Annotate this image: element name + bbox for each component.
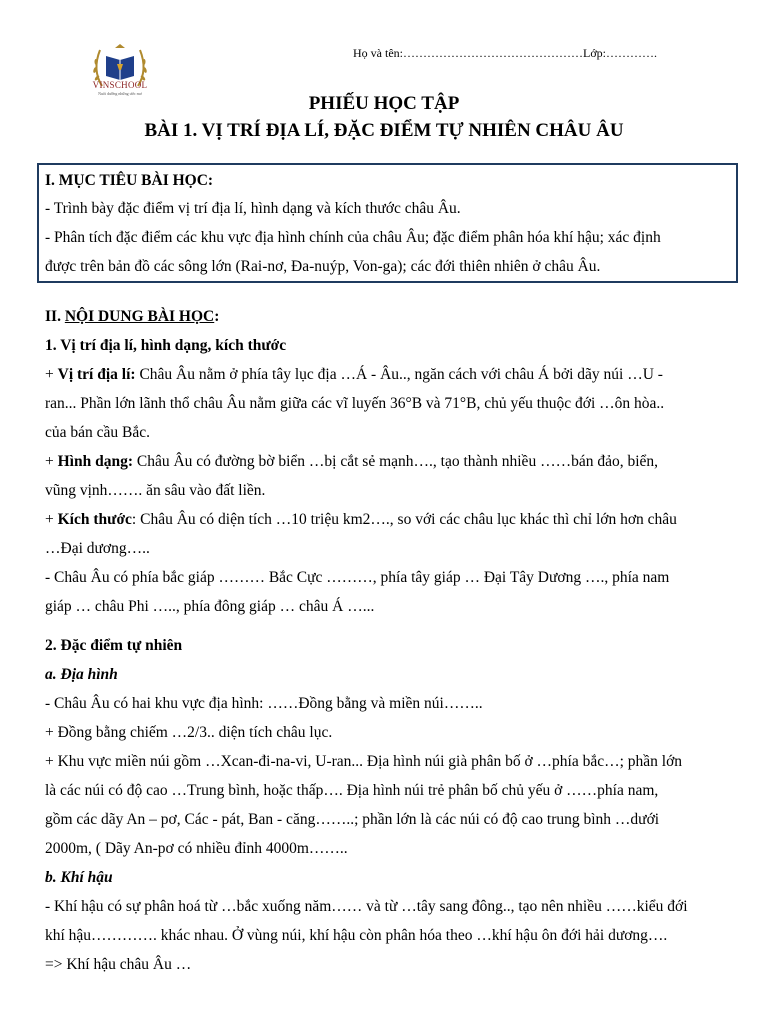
hinhdang-line-2: vũng vịnh……. ăn sâu vào đất liền. [45, 482, 266, 499]
kichthuoc-text-1: : Châu Âu có diện tích …10 triệu km2…., so với các châu lục khác thì chỉ lớn hơn châu [131, 511, 677, 528]
section-2-heading-title: NỘI DUNG BÀI HỌC [64, 308, 215, 325]
vitri-label: Vị trí địa lí: [57, 366, 136, 383]
subsection-1-heading: 1. Vị trí địa lí, hình dạng, kích thước [45, 337, 287, 354]
khi-hau-line-1: - Khí hậu có sự phân hoá từ …bắc xuống năm…… và từ …tây sang đông.., tạo nên nhiều ……kiểu đới [45, 898, 688, 915]
objective-item-1: - Trình bày đặc điểm vị trí địa lí, hình dạng và kích thước châu Âu. [45, 200, 461, 217]
kichthuoc-line-2: …Đại dương….. [45, 540, 150, 557]
worksheet-title: PHIẾU HỌC TẬP [308, 93, 460, 114]
dia-hinh-heading: a. Địa hình [45, 666, 118, 683]
dia-hinh-line-2: + Đồng bằng chiếm …2/3.. diện tích châu lục. [45, 724, 333, 741]
section-2-heading-prefix: II. [45, 308, 65, 325]
student-name-class-line: Họ và tên:………………………………………Lớp:…………. [353, 46, 657, 60]
objective-item-2-line-2: được trên bản đồ các sông lớn (Rai-nơ, Đa-nuýp, Von-ga); các đới thiên nhiên ở châu Âu. [45, 258, 601, 275]
dia-hinh-line-4: là các núi có độ cao …Trung bình, hoặc thấp…. Địa hình núi trẻ phân bố chủ yếu ở ……phía nam, [45, 782, 659, 799]
giap-line-1: - Châu Âu có phía bắc giáp ……… Bắc Cực ………, phía tây giáp … Đại Tây Dương …., phía nam [45, 569, 670, 586]
vitri-line-2: ran... Phần lớn lãnh thổ châu Âu nằm giữa các vĩ luyến 36°B và 71°B, chủ yếu thuộc đới …ôn hòa.. [45, 395, 665, 412]
objectives-heading: I. MỤC TIÊU BÀI HỌC: [45, 172, 214, 189]
hinhdang-label: Hình dạng: [57, 453, 134, 470]
khi-hau-heading: b. Khí hậu [45, 869, 113, 886]
section-2-heading-suffix: : [214, 308, 220, 325]
vitri-text-1: Châu Âu nằm ở phía tây lục địa …Á - Âu.., ngăn cách với châu Á bởi dãy núi …U - [135, 366, 663, 383]
vitri-line-1: + Vị trí địa lí: Châu Âu nằm ở phía tây lục địa …Á - Âu.., ngăn cách với châu Á bởi dãy núi …U - [45, 366, 663, 383]
vitri-line-3: của bán cầu Bắc. [45, 424, 150, 441]
dia-hinh-line-6: 2000m, ( Dãy An-pơ có nhiều đỉnh 4000m…….. [45, 840, 348, 857]
dia-hinh-line-1: - Châu Âu có hai khu vực địa hình: ……Đồng bằng và miền núi…….. [45, 695, 483, 712]
logo-text: VINSCHOOL [92, 80, 148, 90]
kichthuoc-line-1: + Kích thước: Châu Âu có diện tích …10 triệu km2…., so với các châu lục khác thì chỉ lớn hơn châu [45, 511, 677, 528]
kichthuoc-label: Kích thước [57, 511, 132, 528]
objective-item-2-line-1: - Phân tích đặc điểm các khu vực địa hình chính của châu Âu; đặc điểm phân hóa khí hậu; xác định [45, 229, 661, 246]
giap-line-2: giáp … châu Phi ….., phía đông giáp … châu Á …... [45, 598, 375, 615]
dia-hinh-line-5: gồm các dãy An – pơ, Các - pát, Ban - căng……..; phần lớn là các núi có độ cao trung bình …dưới [45, 811, 660, 828]
hinhdang-line-1: + Hình dạng: Châu Âu có đường bờ biển …bị cắt sẻ mạnh…., tạo thành nhiều ……bán đảo, biển, [45, 453, 659, 470]
khi-hau-line-3: => Khí hậu châu Âu … [45, 956, 192, 973]
lesson-title: BÀI 1. VỊ TRÍ ĐỊA LÍ, ĐẶC ĐIỂM TỰ NHIÊN CHÂU ÂU [144, 120, 624, 141]
khi-hau-line-2: khí hậu…………. khác nhau. Ở vùng núi, khí hậu còn phân hóa theo …khí hậu ôn đới hải dương…. [45, 927, 668, 944]
section-2-heading [45, 307, 219, 327]
dia-hinh-line-3: + Khu vực miền núi gồm …Xcan-đi-na-vi, U-ran... Địa hình núi già phân bố ở …phía bắc…; phần lớn [45, 753, 683, 770]
subsection-2-heading: 2. Đặc điểm tự nhiên [45, 637, 183, 654]
logo-tagline: Nuôi dưỡng những ước mơ [98, 91, 142, 96]
hinhdang-text-1: Châu Âu có đường bờ biển …bị cắt sẻ mạnh…., tạo thành nhiều ……bán đảo, biển, [133, 453, 659, 470]
